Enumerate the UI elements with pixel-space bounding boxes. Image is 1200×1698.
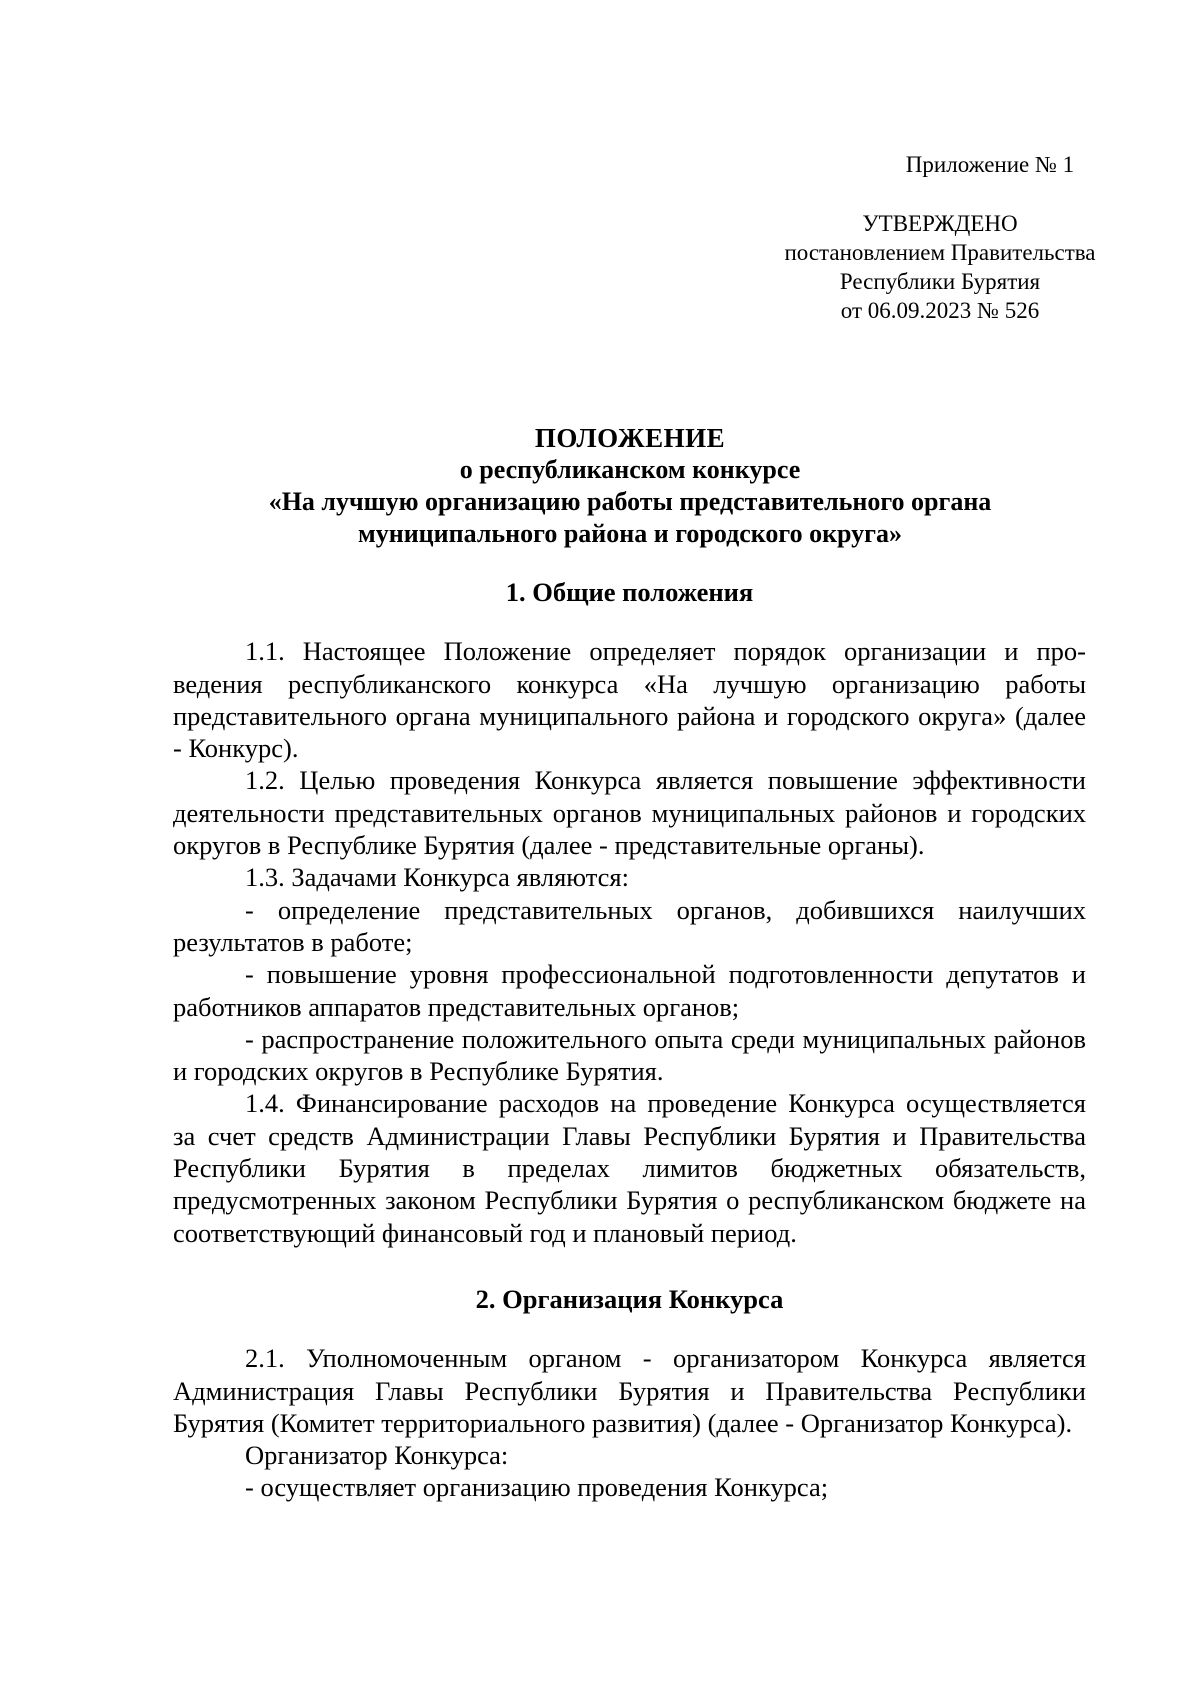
paragraph: 2.1. Уполномоченным органом - организатором Конкурса является Администрация Главы Республики Бурятия и Правительства Республики Бурятия (Комитет территориального развития) (далее - Организатор Конкурса). (173, 1343, 1086, 1438)
title-line: муниципального района и городского округа» (358, 519, 902, 548)
paragraph: 1.2. Целью проведения Конкурса является повышение эффективности деятельности представительных органов муниципальных районов и городских округов в Республике Бурятия (далее - представительные органы). (173, 765, 1086, 861)
paragraph: 1.4. Финансирование расходов на проведение Конкурса осуществляется за счет средств Администрации Главы Республики Бурятия и Правительства Республики Бурятия в пределах лимитов бюджетных обязательств, предусмотренных законом Республики Бурятия о республиканском бюджете на соответствующий финансовый год и плановый период. (173, 1088, 1086, 1248)
approved-line: от 06.09.2023 № 526 (840, 298, 1040, 323)
paragraph: - определение представительных органов, добившихся наилучших результатов в работе; (173, 894, 1086, 957)
approval-stamp-block (770, 209, 1110, 325)
document-title (120, 422, 1140, 550)
paragraph: - распространение положительного опыта среди муниципальных районов и городских округов в Республике Бурятия. (173, 1023, 1086, 1087)
approved-line: Республики Бурятия (839, 269, 1041, 294)
paragraph: - осуществляет организацию проведения Конкурса; (245, 1472, 829, 1503)
approved-line: УТВЕРЖДЕНО (862, 211, 1018, 236)
title-line: «На лучшую организацию работы представительного органа (268, 487, 992, 516)
section-heading-organization: 2. Организация Конкурса (475, 1283, 784, 1314)
paragraph: 1.1. Настоящее Положение определяет порядок организации и проведения республиканского конкурса «На лучшую организацию работы представительного органа муниципального района и городского округа» (далее - Конкурс). (173, 636, 1086, 764)
title-main: ПОЛОЖЕНИЕ (534, 423, 726, 453)
paragraph: 1.3. Задачами Конкурса являются: (245, 862, 629, 893)
section-heading-general: 1. Общие положения (505, 577, 754, 607)
appendix-label: Приложение № 1 (905, 152, 1075, 177)
document-body (173, 576, 1086, 1504)
paragraph: - повышение уровня профессиональной подготовленности депутатов и работников аппаратов представительных органов; (173, 959, 1086, 1022)
title-line: о республиканском конкурсе (459, 455, 801, 484)
paragraph: Организатор Конкурса: (245, 1440, 509, 1471)
approved-line: постановлением Правительства (784, 240, 1096, 265)
